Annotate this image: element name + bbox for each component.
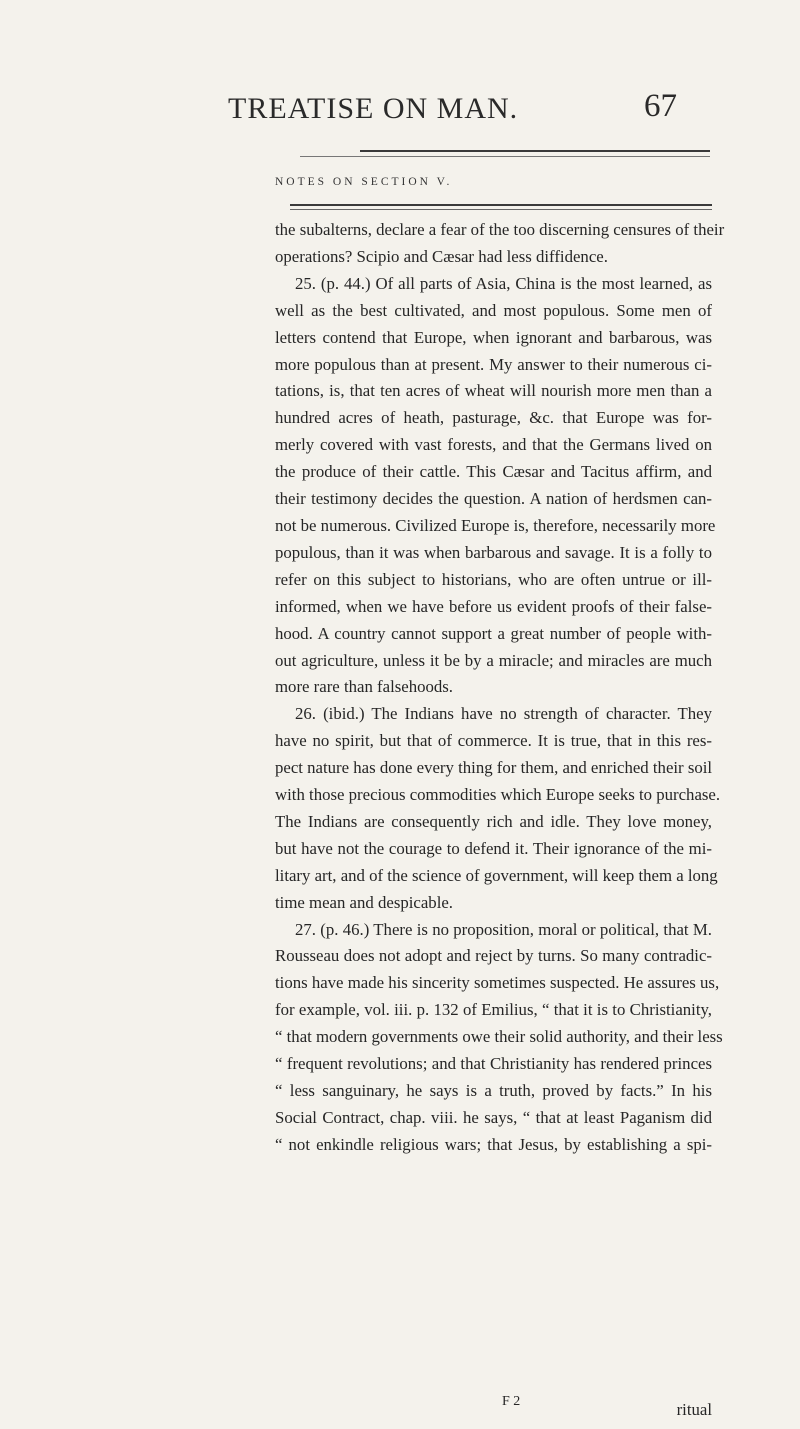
text-line: the subalterns, declare a fear of the too discerning censures of their (275, 220, 725, 239)
text-line: operations? Scipio and Cæsar had less diffidence. (275, 246, 608, 266)
text-line: but have not the courage to defend it. Their ignorance of the mi- (275, 838, 712, 858)
section-rule (290, 204, 712, 206)
text-line: have no spirit, but that of commerce. It is true, that in this res- (275, 731, 712, 751)
running-title: TREATISE ON MAN. (228, 92, 519, 125)
text-line: the produce of their cattle. This Cæsar and Tacitus affirm, and (275, 462, 712, 482)
text-line: out agriculture, unless it be by a miracle; and miracles are much (275, 650, 712, 670)
text-line: The Indians are consequently rich and idle. They love money, (275, 811, 712, 831)
note-27-start: 27. (p. 46.) There is no proposition, moral or political, that M. (295, 919, 712, 939)
text-line: populous, than it was when barbarous and savage. It is a folly to (275, 542, 712, 562)
text-line: pect nature has done every thing for them, and enriched their soil (275, 758, 713, 778)
text-line: tions have made his sincerity sometimes suspected. He assures us, (275, 973, 720, 993)
note-25-start: 25. (p. 44.) Of all parts of Asia, China is the most learned, as (295, 273, 712, 293)
text-line: “ frequent revolutions; and that Christianity has rendered princes (275, 1054, 712, 1074)
text-line: their testimony decides the question. A nation of herdsmen can- (275, 489, 712, 509)
text-line: “ less sanguinary, he says is a truth, proved by facts.” In his (275, 1081, 712, 1100)
text-line: informed, when we have before us evident proofs of their false- (275, 596, 712, 616)
text-line: Social Contract, chap. viii. he says, “ that at least Paganism did (275, 1107, 712, 1127)
header-rule (360, 150, 710, 152)
text-line: time mean and despicable. (275, 892, 453, 912)
notes-text (275, 217, 725, 1159)
catchword: ritual (676, 1400, 712, 1419)
section-label: NOTES ON SECTION V. (275, 176, 453, 188)
header-rule-thin (300, 156, 710, 157)
text-line: merly covered with vast forests, and that the Germans lived on (275, 435, 712, 455)
page-number: 67 (644, 88, 677, 124)
text-line: letters contend that Europe, when ignorant and barbarous, was (275, 327, 712, 347)
note-26-start: 26. (ibid.) The Indians have no strength of character. They (295, 704, 712, 724)
text-line: “ not enkindle religious wars; that Jesus, by establishing a spi- (275, 1134, 712, 1154)
text-line: refer on this subject to historians, who are often untrue or ill- (275, 569, 712, 589)
page-footer (275, 1394, 712, 1424)
text-line: hundred acres of heath, pasturage, &c. that Europe was for- (275, 408, 712, 428)
text-line: with those precious commodities which Europe seeks to purchase. (275, 785, 721, 805)
text-line: more rare than falsehoods. (275, 677, 453, 697)
text-line: litary art, and of the science of government, will keep them a long (275, 865, 718, 885)
running-head (0, 88, 800, 132)
signature-mark: F 2 (502, 1394, 521, 1409)
text-line: “ that modern governments owe their solid authority, and their less (275, 1027, 723, 1047)
section-rule-thin (290, 209, 712, 210)
text-line: more populous than at present. My answer to their numerous ci- (275, 354, 712, 374)
text-line: hood. A country cannot support a great number of people with- (275, 623, 712, 643)
text-line: not be numerous. Civilized Europe is, therefore, necessarily more (275, 515, 716, 535)
text-line: tations, is, that ten acres of wheat will nourish more men than a (275, 381, 712, 401)
text-line: well as the best cultivated, and most populous. Some men of (275, 300, 712, 320)
text-line: Rousseau does not adopt and reject by turns. So many contradic- (275, 946, 712, 966)
text-line: for example, vol. iii. p. 132 of Emilius, “ that it is to Christianity, (275, 1000, 712, 1020)
